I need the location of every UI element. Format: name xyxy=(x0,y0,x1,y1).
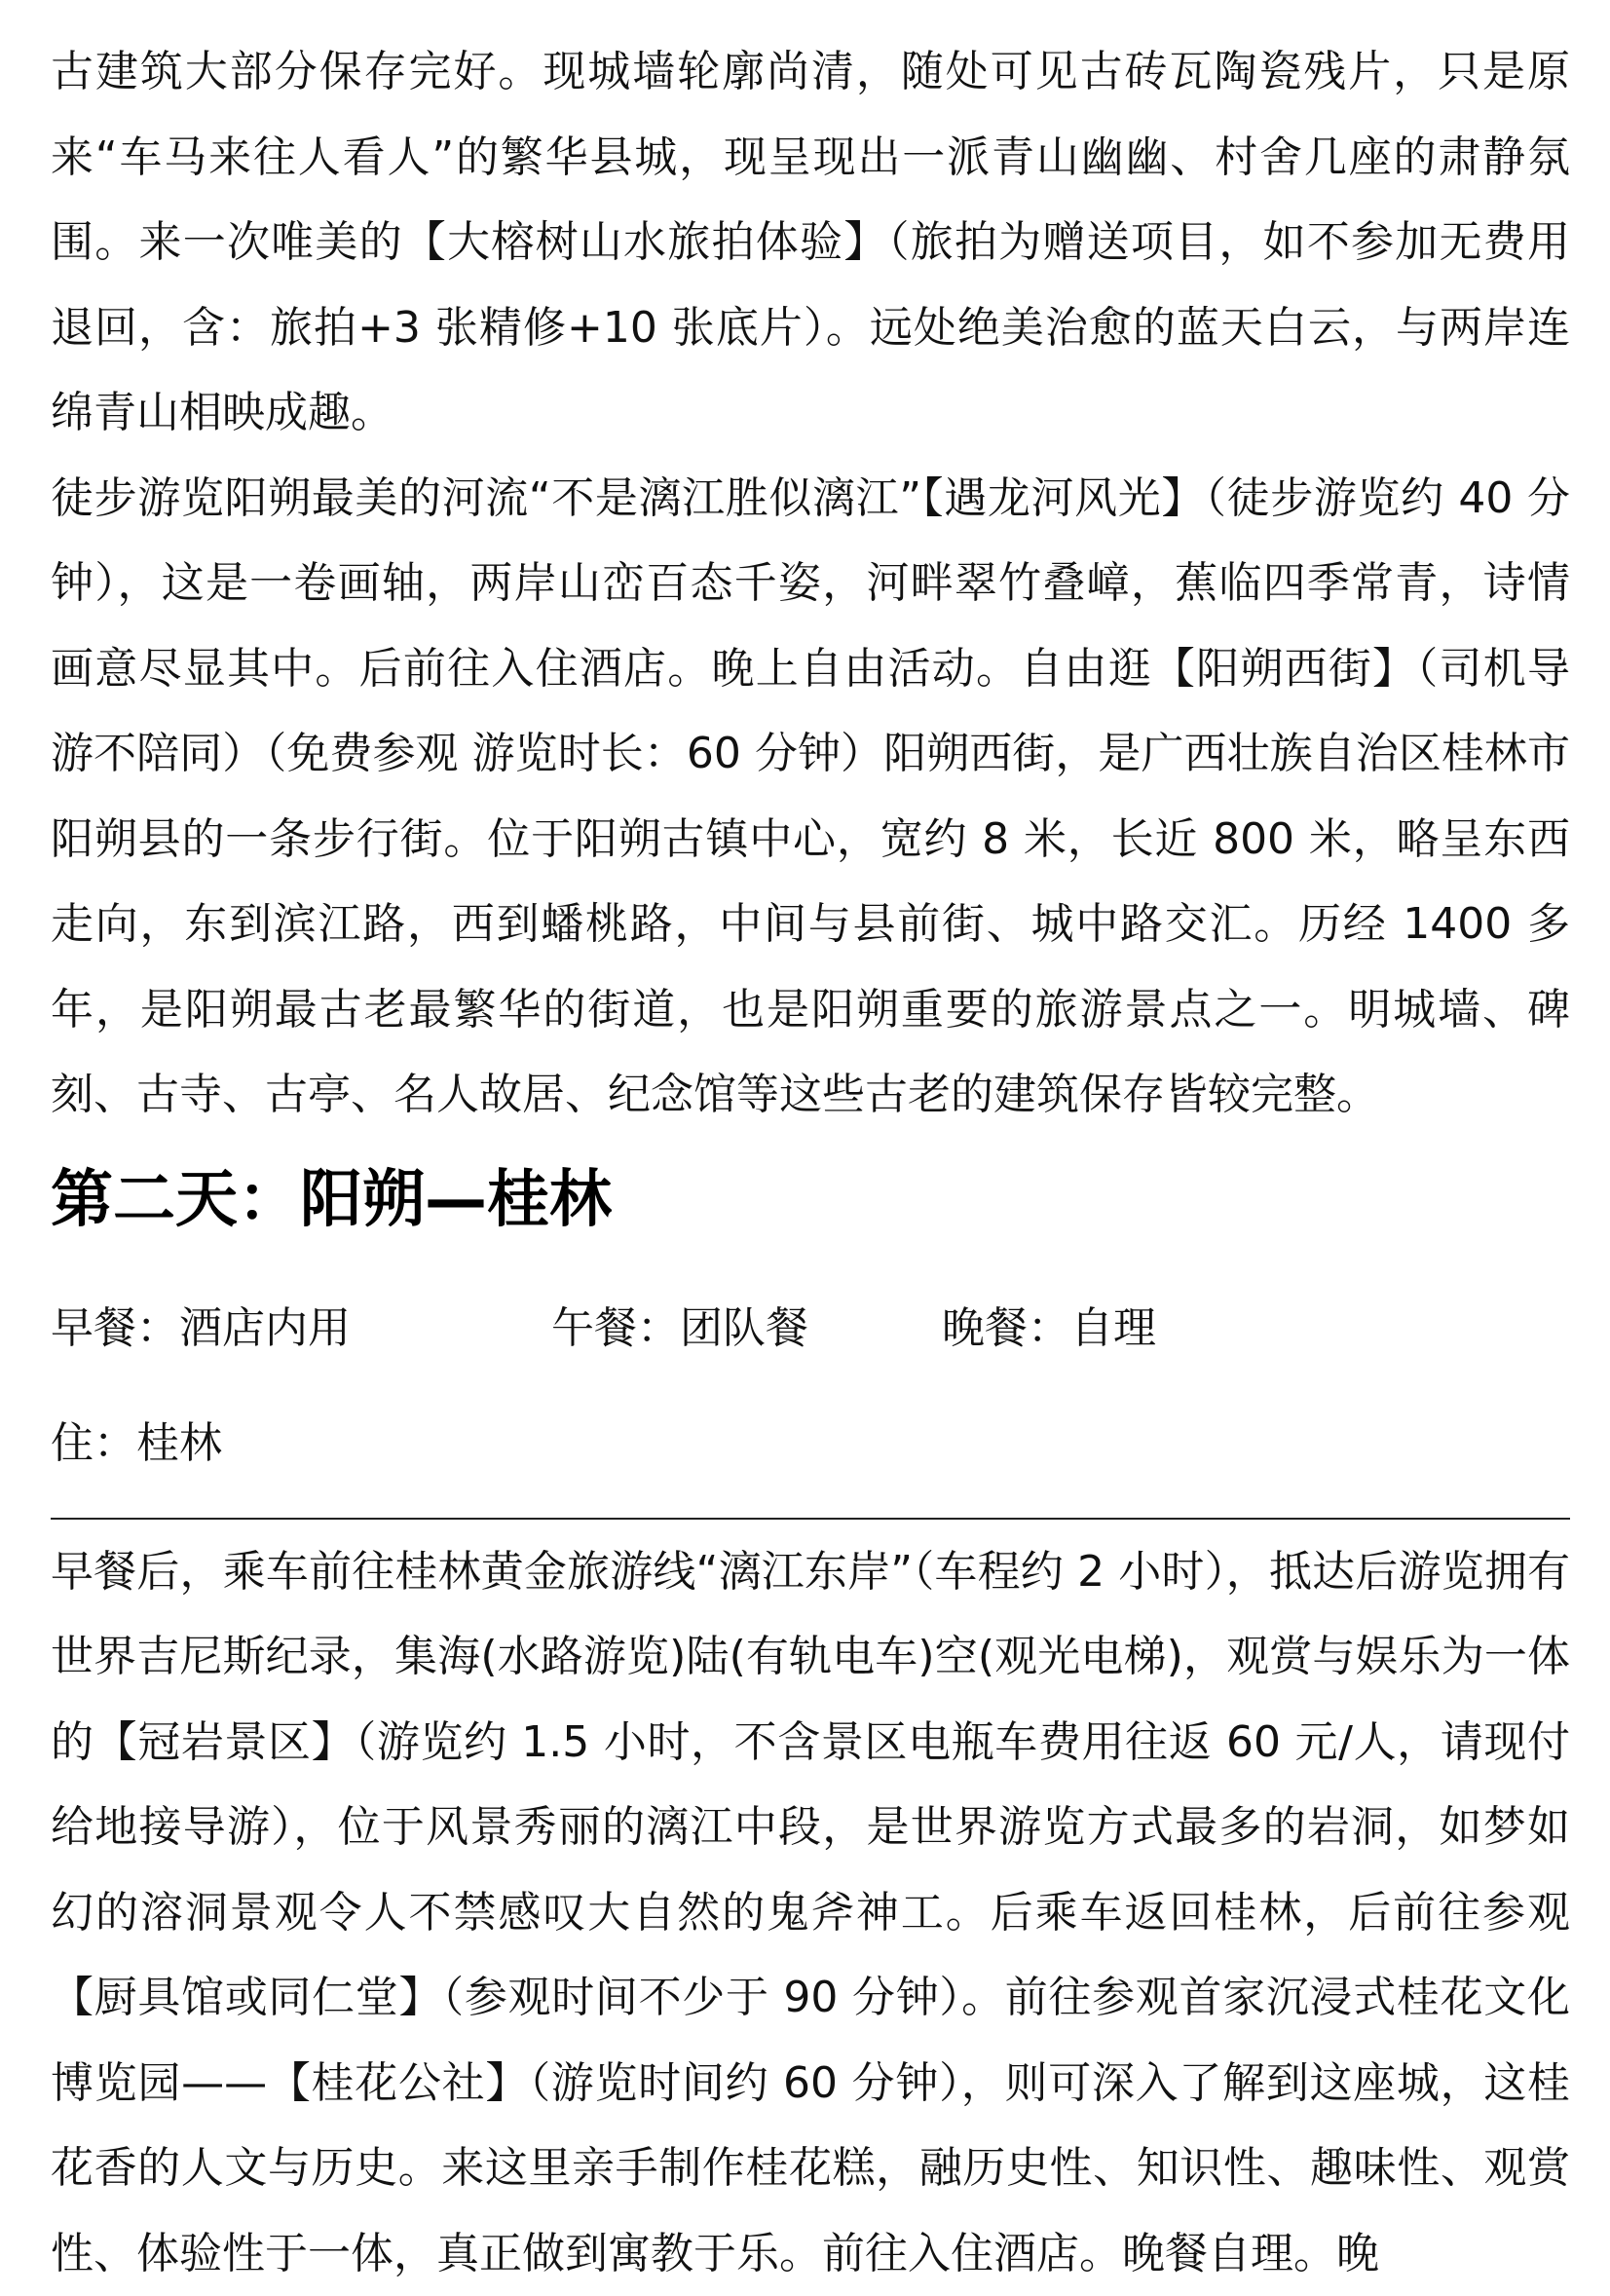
itinerary-content xyxy=(51,0,1570,2296)
section-divider xyxy=(51,1518,1570,1520)
lunch-info: 午餐：团队餐 xyxy=(551,1299,808,1358)
day1-paragraph-yulong-river-west-street: 徒步游览阳朔最美的河流“不是漓江胜似漓江”【遇龙河风光】（徒步游览约 40 分钟），这是一卷画轴，两岸山峦百态千姿，河畔翠竹叠嶂，蕉临四季常青，诗情画意尽显其中。后前往入住酒店。晚上自由活动。自由逛【阳朔西街】（司机导游不陪同）（免费参观 游览时长：60 分钟）阳朔西街，是广西壮族自治区桂林市阳朔县的一条步行街。位于阳朔古镇中心，宽约 8 米，长近 800 米，略呈东西走向，东到滨江路，西到蟠桃路，中间与县前街、城中路交汇。历经 1400 多年，是阳朔最古老最繁华的街道，也是阳朔重要的旅游景点之一。明城墙、碑刻、古寺、古亭、名人故居、纪念馆等这些古老的建筑保存皆较完整。 xyxy=(51,456,1570,1138)
dinner-info: 晚餐：自理 xyxy=(942,1299,1156,1358)
day2-accommodation: 住：桂林 xyxy=(51,1414,1570,1473)
day2-paragraph: 早餐后，乘车前往桂林黄金旅游线“漓江东岸”（车程约 2 小时），抵达后游览拥有世界吉尼斯纪录，集海(水路游览)陆(有轨电车)空(观光电梯)，观赏与娱乐为一体的【冠岩景区】（游览约 1.5 小时，不含景区电瓶车费用往返 60 元/人，请现付给地接导游），位于风景秀丽的漓江中段，是世界游览方式最多的岩洞，如梦如幻的溶洞景观令人不禁感叹大自然的鬼斧神工。后乘车返回桂林，后前往参观【厨具馆或同仁堂】（参观时间不少于 90 分钟）。前往参观首家沉浸式桂花文化博览园——【桂花公社】（游览时间约 60 分钟），则可深入了解到这座城，这桂花香的人文与历史。来这里亲手制作桂花糕，融历史性、知识性、趣味性、观赏性、体验性于一体，真正做到寓教于乐。前往入住酒店。晚餐自理。晚 xyxy=(51,1529,1570,2296)
breakfast-info: 早餐：酒店内用 xyxy=(51,1299,351,1358)
day2-heading: 第二天：阳朔—桂林 xyxy=(51,1161,1570,1239)
day1-paragraph-ancient-town: 古建筑大部分保存完好。现城墙轮廓尚清，随处可见古砖瓦陶瓷残片，只是原来“车马来往人看人”的繁华县城，现呈现出一派青山幽幽、村舍几座的肃静氛围。来一次唯美的【大榕树山水旅拍体验】（旅拍为赠送项目，如不参加无费用退回，含：旅拍+3 张精修+10 张底片）。远处绝美治愈的蓝天白云，与两岸连绵青山相映成趣。 xyxy=(51,29,1570,456)
day2-meals xyxy=(51,1299,1570,1358)
